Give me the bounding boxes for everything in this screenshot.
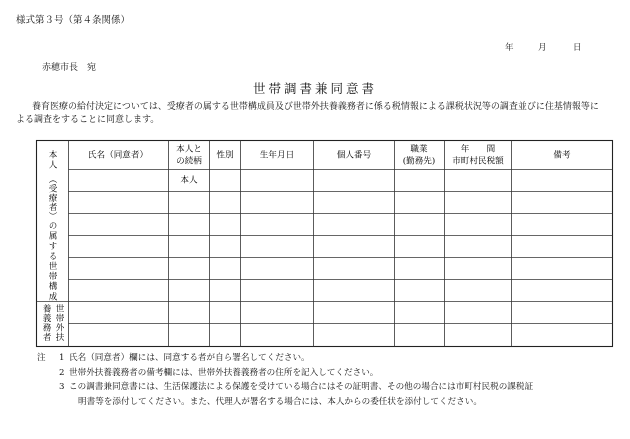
form-number: 様式第３号（第４条関係） <box>16 15 131 26</box>
header-occupation-line1: 職業 <box>410 144 428 155</box>
header-occupation-line2: (勤務先) <box>402 156 436 167</box>
note-number: 1 <box>59 353 65 363</box>
header-tax-line2: 市町村民税額 <box>452 156 504 167</box>
date-day-label: 日 <box>573 43 582 53</box>
header-personal-number: 個人番号 <box>336 150 372 161</box>
consent-line-2: よる調査をすることに同意します。 <box>16 115 160 125</box>
header-relation-line1: 本人と <box>176 144 202 155</box>
group-label-external-1: 世帯外扶 <box>54 304 64 342</box>
relation-self: 本人 <box>180 175 198 186</box>
header-name: 氏名（同意者） <box>87 150 149 161</box>
note-text: 世帯外扶養義務者の備考欄には、世帯外扶養義務者の住所を記入してください。 <box>69 367 379 378</box>
group-label-household-1: 本人 <box>47 150 57 171</box>
date-month-label: 月 <box>538 43 547 53</box>
header-sex: 性別 <box>216 150 234 161</box>
date-year-label: 年 <box>505 43 514 53</box>
notes-section <box>37 351 533 409</box>
note-item <box>37 380 533 395</box>
header-remarks: 備考 <box>553 150 571 161</box>
group-label-household-2: （受療者） <box>47 175 57 221</box>
header-tax-line1: 年 間 <box>460 144 496 155</box>
note-number: 2 <box>59 367 65 378</box>
group-label-external-2: 養義務者 <box>41 304 51 342</box>
note-text: 氏名（同意者）欄には、同意する者が自ら署名してください。 <box>69 353 310 363</box>
note-number: 3 <box>59 382 65 393</box>
consent-line-1: 養育医療の給付決定については、受療者の属する世帯構成員及び世帯外扶養義務者に係る税情報による課税状況等の調査並びに住基情報等に <box>32 102 599 112</box>
group-label-household-3: の属する世帯構成 <box>47 221 57 302</box>
note-text: この調書兼同意書には、生活保護法による保護を受けている場合にはその証明書、その他の場合には市町村民税の課税証 <box>69 382 534 393</box>
notes-header: 注 <box>37 353 46 363</box>
table-grid-lines <box>37 141 613 347</box>
addressee: 赤穂市長 宛 <box>42 63 97 73</box>
header-relation-line2: の続柄 <box>176 156 202 167</box>
note-item <box>37 366 533 381</box>
document-title: 世帯調書兼同意書 <box>252 81 377 96</box>
table-outer-border <box>37 141 613 347</box>
note-item <box>37 351 533 366</box>
note-continuation: 明書等を添付してください。また、代理人が署名する場合には、本人からの委任状を添付してください。 <box>78 396 482 407</box>
header-birthdate: 生年月日 <box>259 150 295 161</box>
